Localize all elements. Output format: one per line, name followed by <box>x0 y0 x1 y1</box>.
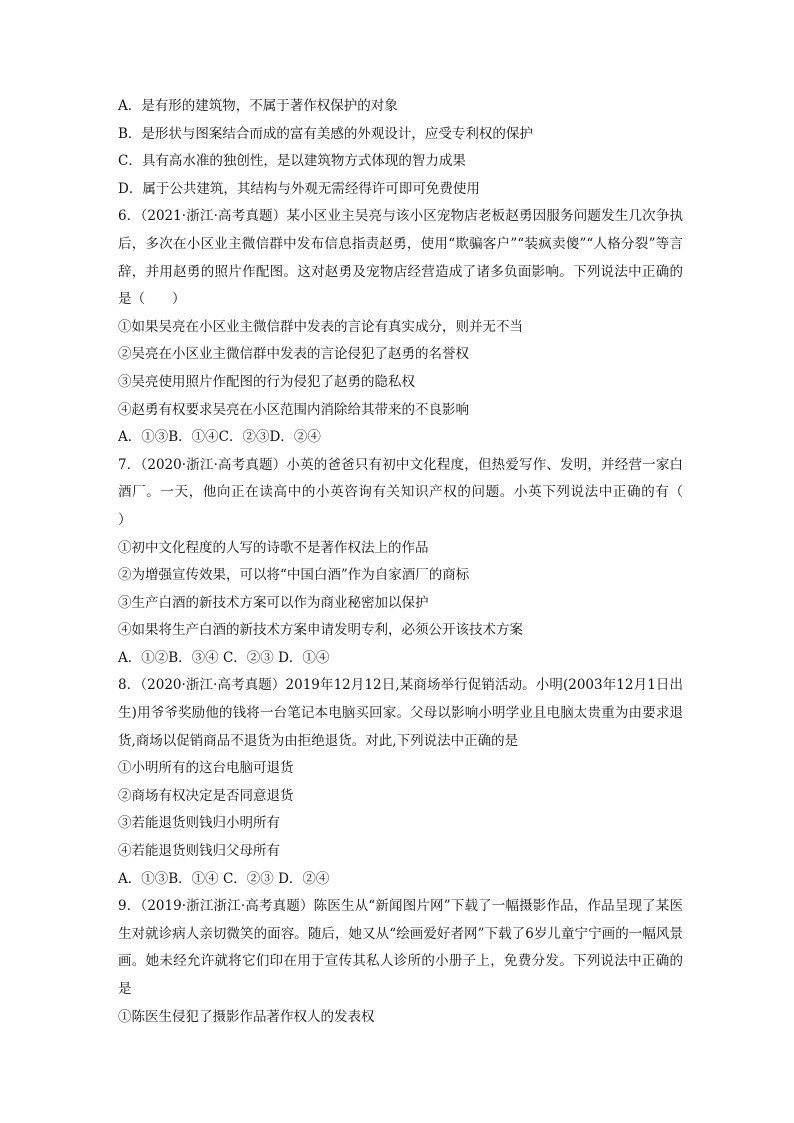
question-8 <box>118 672 683 893</box>
question-9 <box>118 893 683 1031</box>
option-c: C．具有高水准的独创性，是以建筑物方式体现的智力成果 <box>118 153 466 170</box>
option-a: A．是有形的建筑物，不属于著作权保护的对象 <box>118 98 398 114</box>
statement-item: ①初中文化程度的人写的诗歌不是著作权法上的作品 <box>118 539 429 556</box>
answer-choices: A．①③B．①④C．②③D．②④ <box>118 429 321 446</box>
question-stem: 7．（2020·浙江·高考真题）小英的爸爸只有初中文化程度，但热爱写作、发明，并经营一家白酒厂。一天，他向正在读高中的小英咨询有关知识产权的问题。小英下列说法中正确的有（ ） <box>118 456 710 528</box>
question-7 <box>118 452 710 673</box>
question-5-options <box>118 93 683 203</box>
question-stem: 6．（2021·浙江·高考真题）某小区业主吴亮与该小区宠物店老板赵勇因服务问题发生几次争执后，多次在小区业主微信群中发布信息指责赵勇，使用“欺骗客户”“装疯卖傻”“人格分裂”等言辞，并用赵勇的照片作配图。这对赵勇及宠物店经营造成了诸多负面影响。下列说法中正确的是（ ） <box>118 208 683 308</box>
answer-choices: A．①③B．①④ C．②③ D．②④ <box>118 870 330 887</box>
statement-item: ④若能退货则钱归父母所有 <box>118 843 280 860</box>
answer-choices: A．①②B．③④ C．②③ D．①④ <box>118 649 330 666</box>
statement-item: ③生产白酒的新技术方案可以作为商业秘密加以保护 <box>118 594 429 611</box>
statement-item: ②商场有权决定是否同意退货 <box>118 787 294 804</box>
exam-page <box>118 93 710 1031</box>
statement-item: ①如果吴亮在小区业主微信群中发表的言论有真实成分，则并无不当 <box>118 318 523 335</box>
statement-item: ③吴亮使用照片作配图的行为侵犯了赵勇的隐私权 <box>118 373 415 390</box>
option-d: D．属于公共建筑，其结构与外观无需经得许可即可免费使用 <box>118 180 480 197</box>
statement-item: ④赵勇有权要求吴亮在小区范围内消除给其带来的不良影响 <box>118 401 469 418</box>
statement-item: ②为增强宣传效果，可以将“中国白酒”作为自家酒厂的商标 <box>118 567 470 584</box>
question-stem: 8．（2020·浙江·高考真题）2019年12月12日,某商场举行促销活动。小明(2003年12月1日出生)用爷爷奖励他的钱将一台笔记本电脑买回家。父母以影响小明学业且电脑太贵重为由要求退货,商场以促销商品不退货为由拒绝退货。对此,下列说法中正确的是 <box>118 677 683 749</box>
option-b: B．是形状与图案结合而成的富有美感的外观设计，应受专利权的保护 <box>118 125 533 142</box>
question-stem: 9．（2019·浙江浙江·高考真题）陈医生从“新闻图片网”下载了一幅摄影作品，作品呈现了某医生对就诊病人亲切微笑的面容。随后，她又从“绘画爱好者网”下载了6岁儿童宁宁画的一幅风景画。她未经允许就将它们印在用于宣传其私人诊所的小册子上，免费分发。下列说法中正确的是 <box>118 898 683 997</box>
statement-item: ①陈医生侵犯了摄影作品著作权人的发表权 <box>118 1008 375 1025</box>
statement-item: ①小明所有的这台电脑可退货 <box>118 760 294 777</box>
question-6 <box>118 203 683 451</box>
statement-item: ③若能退货则钱归小明所有 <box>118 815 280 832</box>
statement-item: ④如果将生产白酒的新技术方案申请发明专利，必须公开该技术方案 <box>118 622 523 639</box>
statement-item: ②吴亮在小区业主微信群中发表的言论侵犯了赵勇的名誉权 <box>118 346 469 363</box>
